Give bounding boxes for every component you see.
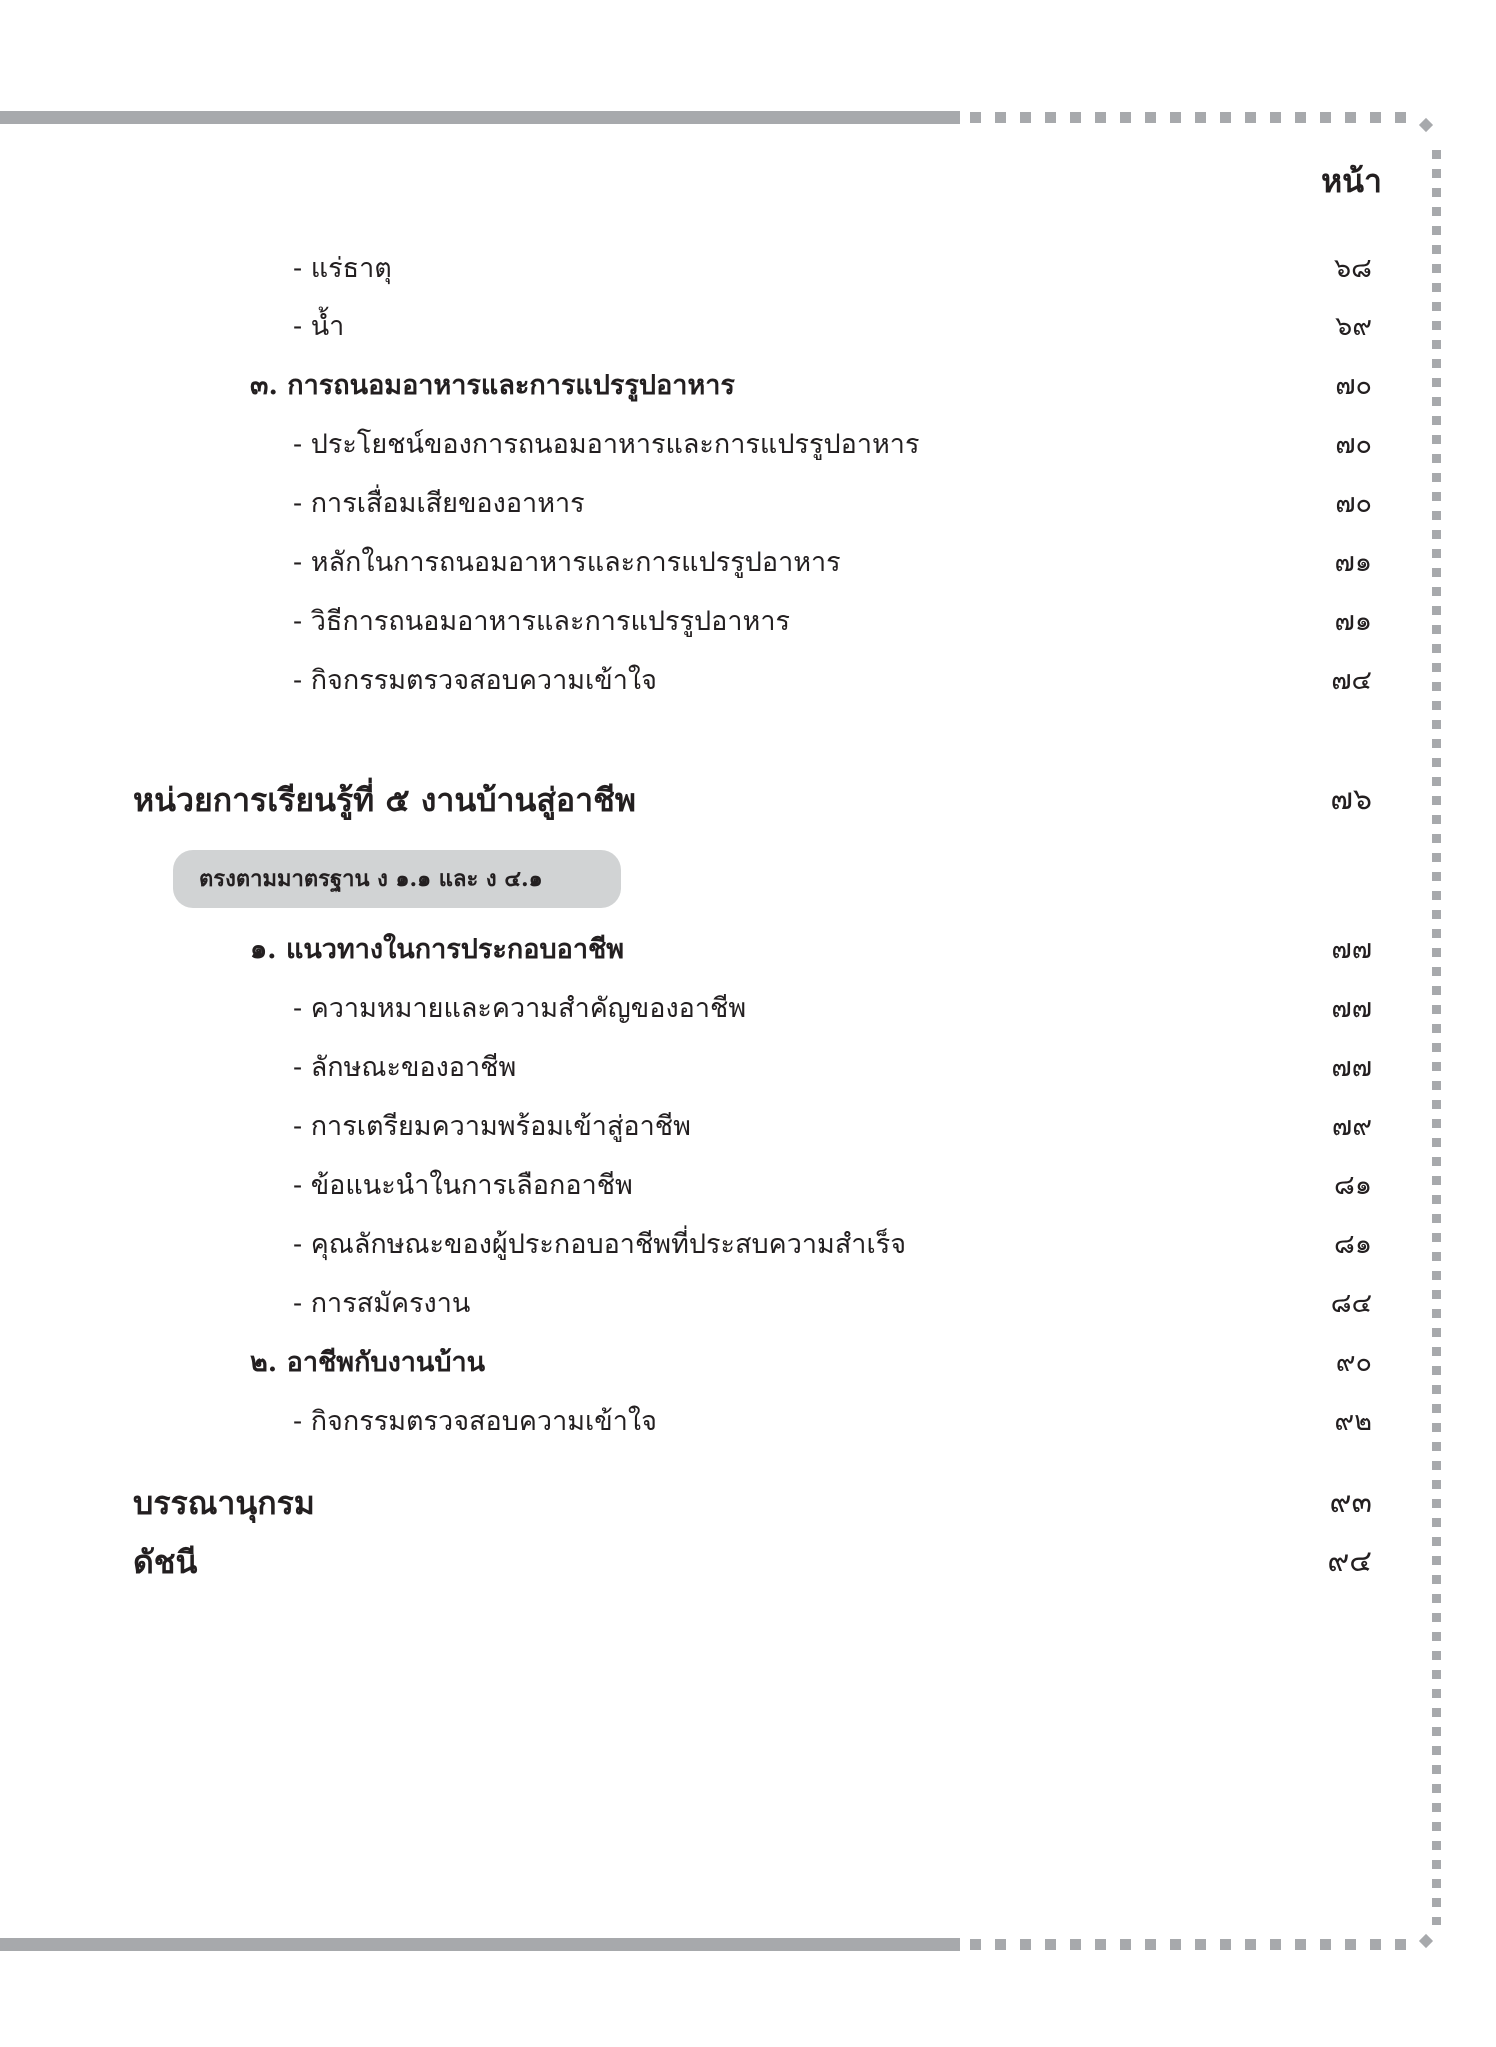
toc-entry-page: ๗๙ — [1331, 1111, 1372, 1142]
toc-entry — [0, 479, 1496, 529]
standard-badge: ตรงตามมาตรฐาน ง ๑.๑ และ ง ๔.๑ — [173, 850, 621, 908]
toc-entry — [0, 1102, 1496, 1152]
frame-bottom-corner — [1419, 1934, 1433, 1948]
toc-entry-label: - วิธีการถนอมอาหารและการแปรรูปอาหาร — [293, 606, 790, 637]
toc-section — [0, 1338, 1496, 1388]
toc-entry-page: ๘๑ — [1334, 1170, 1372, 1201]
toc-entry — [0, 302, 1496, 352]
toc-entry-label: - น้ำ — [293, 311, 345, 342]
toc-entry-label: - ลักษณะของอาชีพ — [293, 1052, 517, 1083]
toc-section-label: ๒. อาชีพกับงานบ้าน — [250, 1347, 486, 1378]
toc-entry — [0, 1161, 1496, 1211]
toc-entry-label: - แร่ธาตุ — [293, 253, 392, 284]
toc-entry — [0, 538, 1496, 588]
frame-bottom-bar — [0, 1938, 960, 1951]
toc-section — [0, 361, 1496, 411]
toc-entry-page: ๙๒ — [1334, 1406, 1372, 1437]
toc-entry-label: - การเสื่อมเสียของอาหาร — [293, 488, 585, 519]
toc-entry-label: - หลักในการถนอมอาหารและการแปรรูปอาหาร — [293, 547, 841, 578]
toc-entry-page: ๗๗ — [1331, 993, 1372, 1024]
toc-unit-heading — [0, 775, 1496, 825]
frame-bottom-dots — [970, 1939, 1415, 1950]
toc-entry — [0, 597, 1496, 647]
toc-entry-page: ๗๐ — [1335, 429, 1372, 460]
toc-entry-label: - กิจกรรมตรวจสอบความเข้าใจ — [293, 665, 657, 696]
toc-section-page: ๗๗ — [1331, 934, 1372, 965]
toc-back-matter-label: บรรณานุกรม — [133, 1484, 315, 1522]
toc-entry — [0, 1043, 1496, 1093]
toc-back-matter-page: ๙๓ — [1329, 1485, 1372, 1520]
toc-entry-page: ๖๙ — [1335, 311, 1372, 342]
toc-entry-page: ๗๐ — [1335, 488, 1372, 519]
toc-entry-label: - คุณลักษณะของผู้ประกอบอาชีพที่ประสบความสำเร็จ — [293, 1229, 907, 1260]
frame-top-corner — [1419, 118, 1433, 132]
toc-entry — [0, 1397, 1496, 1447]
toc-entry-label: - กิจกรรมตรวจสอบความเข้าใจ — [293, 1406, 657, 1437]
toc-entry-page: ๗๔ — [1331, 665, 1372, 696]
toc-entry — [0, 1279, 1496, 1329]
toc-entry-page: ๗๗ — [1331, 1052, 1372, 1083]
toc-entry-page: ๗๑ — [1334, 547, 1372, 578]
toc-section-label: ๓. การถนอมอาหารและการแปรรูปอาหาร — [250, 370, 735, 401]
toc-entry-label: - การเตรียมความพร้อมเข้าสู่อาชีพ — [293, 1111, 691, 1142]
toc-entry — [0, 244, 1496, 294]
toc-entry-page: ๗๑ — [1334, 606, 1372, 637]
toc-entry — [0, 1220, 1496, 1270]
page-column-header: หน้า — [1321, 162, 1382, 200]
toc-entry-page: ๖๘ — [1334, 253, 1372, 284]
toc-back-matter-label: ดัชนี — [133, 1543, 198, 1581]
toc-entry-label: - ความหมายและความสำคัญของอาชีพ — [293, 993, 747, 1024]
frame-right-dots — [1432, 150, 1441, 1925]
toc-back-matter — [0, 1478, 1496, 1528]
toc-back-matter — [0, 1537, 1496, 1587]
toc-back-matter-page: ๙๔ — [1327, 1544, 1372, 1579]
toc-entry-page: ๘๔ — [1330, 1288, 1372, 1319]
toc-entry — [0, 420, 1496, 470]
toc-unit-label: หน่วยการเรียนรู้ที่ ๕ งานบ้านสู่อาชีพ — [133, 781, 636, 819]
toc-entry — [0, 656, 1496, 706]
toc-entry-label: - ข้อแนะนำในการเลือกอาชีพ — [293, 1170, 633, 1201]
frame-top-bar — [0, 111, 960, 124]
toc-entry-label: - ประโยชน์ของการถนอมอาหารและการแปรรูปอาหาร — [293, 429, 920, 460]
frame-top-dots — [970, 112, 1415, 123]
toc-section-page: ๙๐ — [1335, 1347, 1372, 1378]
toc-entry — [0, 984, 1496, 1034]
toc-section-label: ๑. แนวทางในการประกอบอาชีพ — [250, 934, 625, 965]
toc-entry-page: ๘๑ — [1334, 1229, 1372, 1260]
toc-section — [0, 925, 1496, 975]
toc-unit-page: ๗๖ — [1330, 782, 1372, 817]
toc-entry-label: - การสมัครงาน — [293, 1288, 471, 1319]
toc-section-page: ๗๐ — [1335, 370, 1372, 401]
